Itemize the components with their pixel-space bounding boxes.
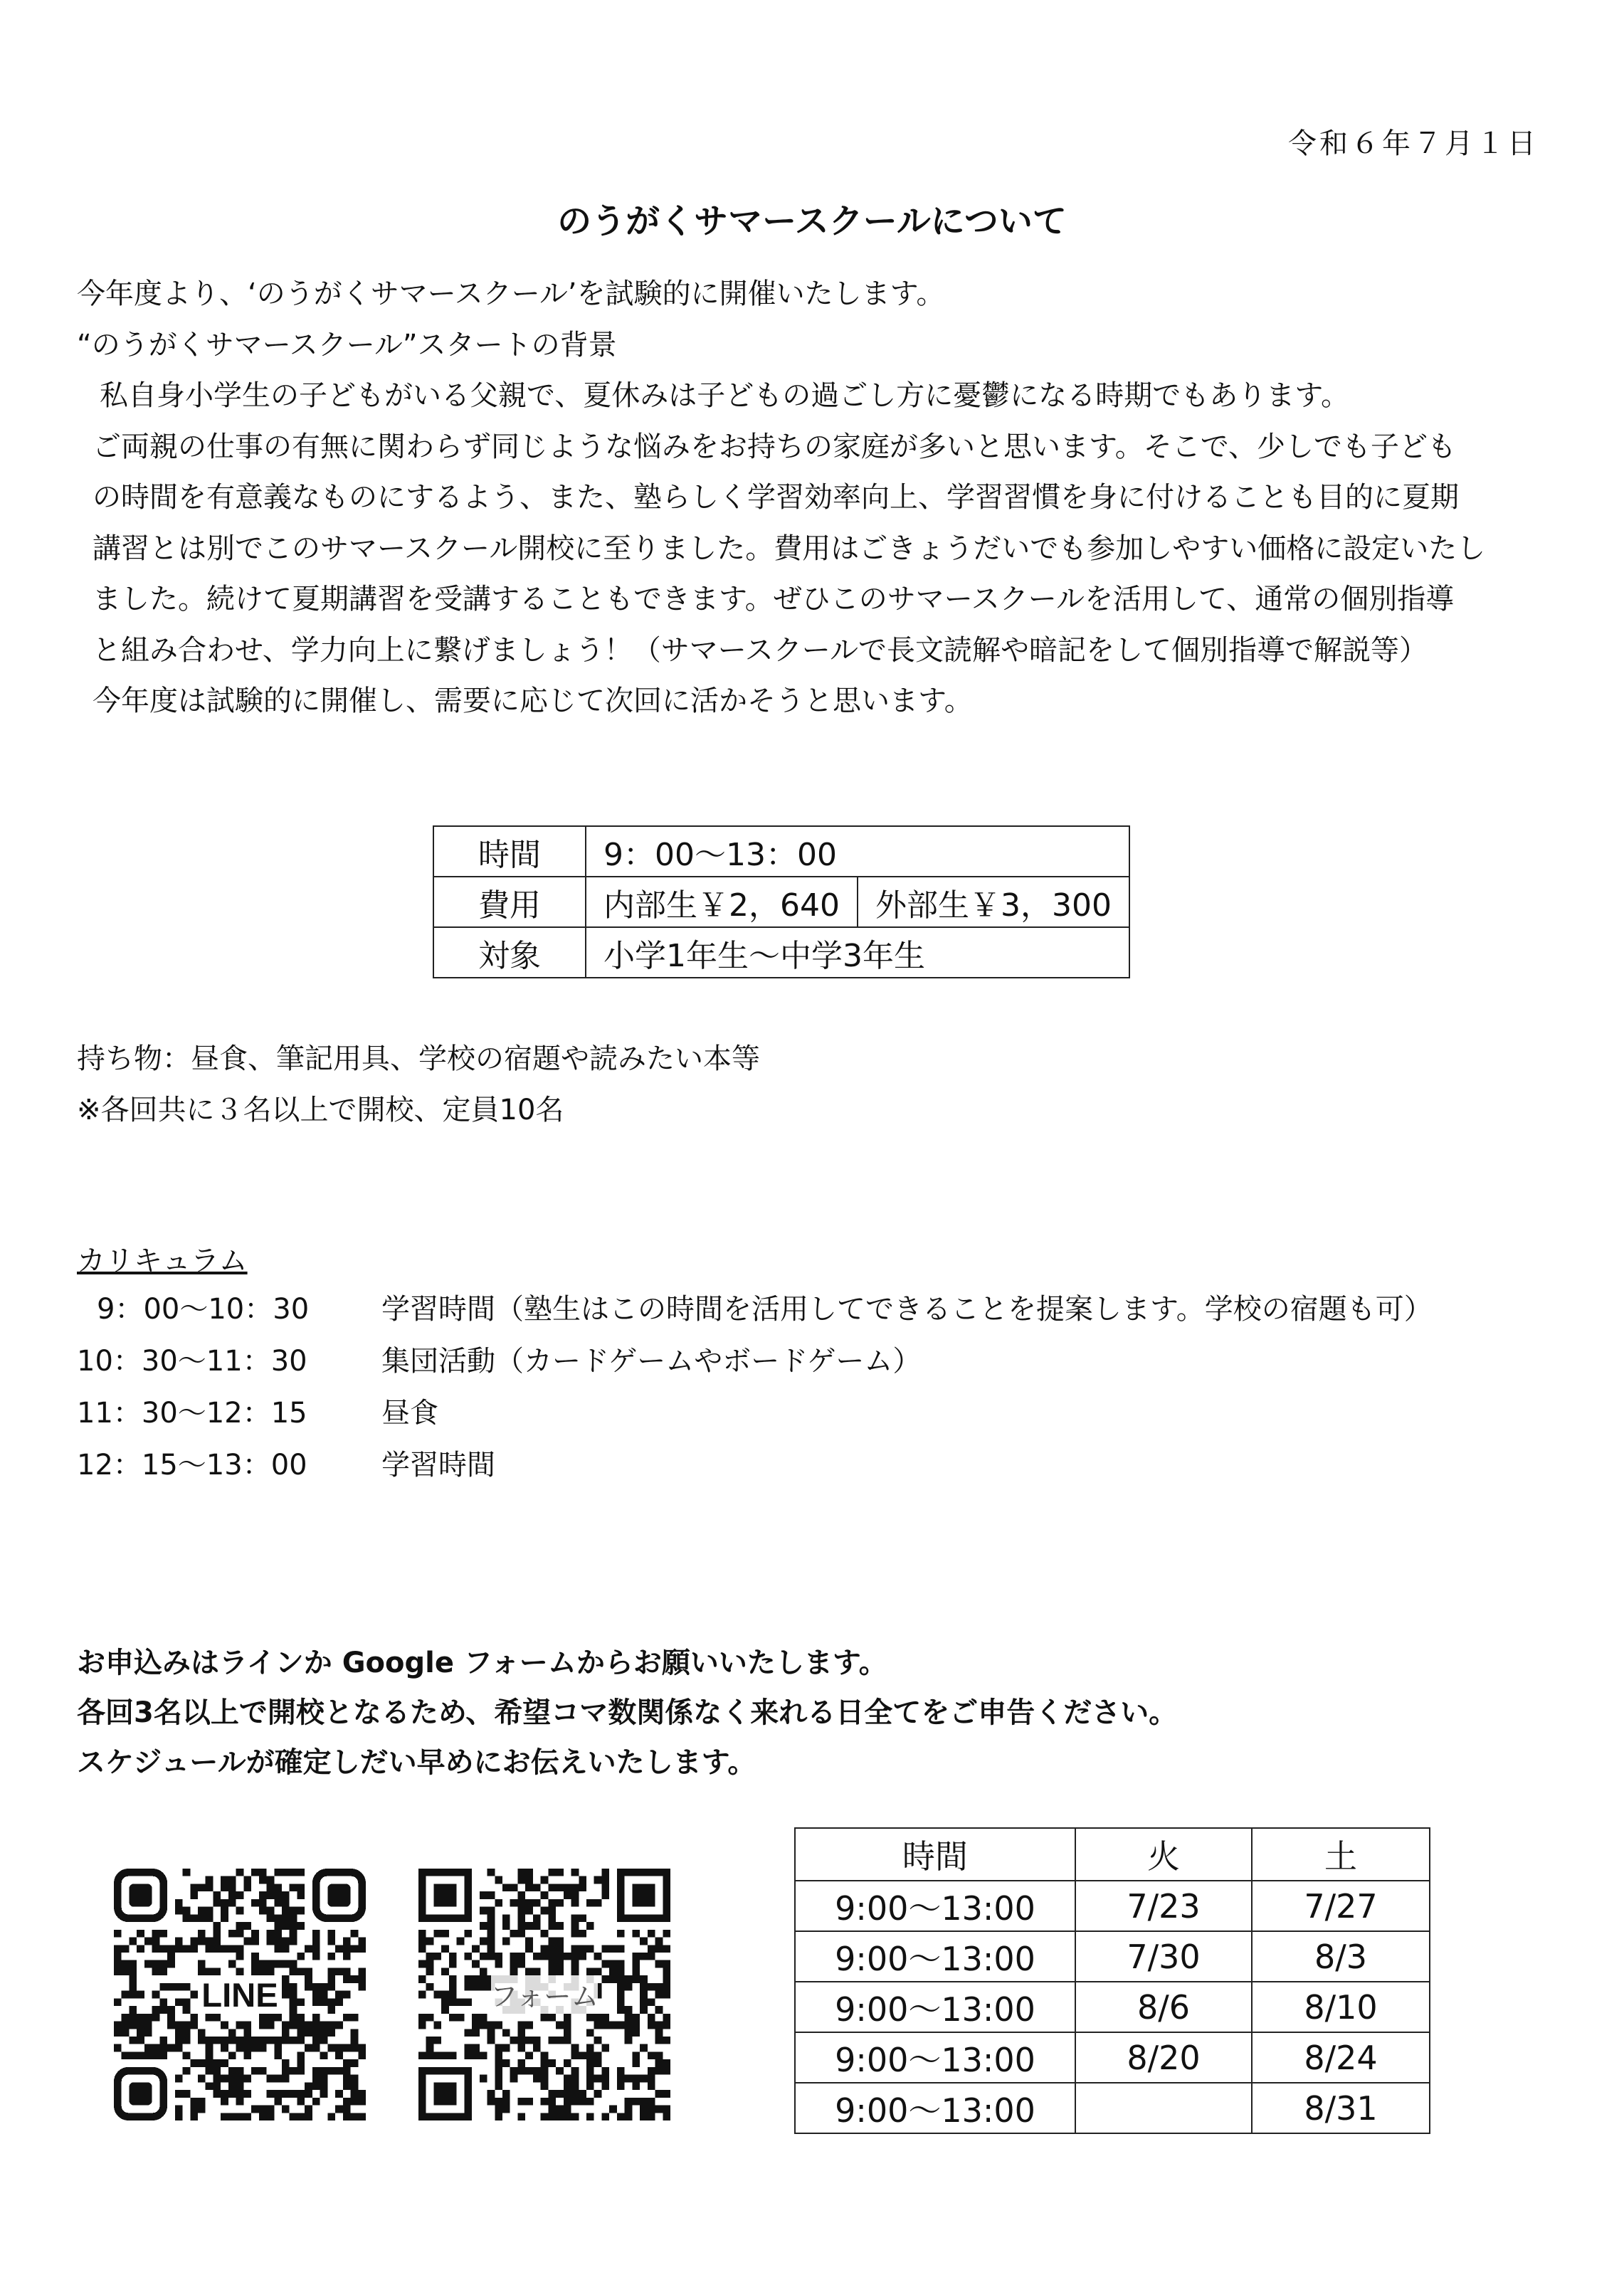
curriculum-activity: 学習時間（塾生はこの時間を活用してできることを提案します。学校の宿題も可） (381, 1293, 1433, 1326)
belongings-section (77, 1033, 760, 1136)
schedule-table (794, 1827, 1430, 2134)
schedule-saturday: 8/24 (1252, 2032, 1430, 2083)
intro-line: と組み合わせ、学力向上に繋げましょう！（サマースクールで長文読解や暗記をして個別指導で解説等） (93, 633, 1428, 667)
schedule-time: 9:00～13:00 (795, 1881, 1075, 1931)
intro-line: 私自身小学生の子どもがいる父親で、夏休みは子どもの過ごし方に憂鬱になる時期でもあります。 (100, 379, 1349, 412)
curriculum-time: 11：30～12：15 (77, 1397, 307, 1430)
target-value: 小学1年生～中学3年生 (586, 927, 1129, 978)
curriculum-activity: 集団活動（カードゲームやボードゲーム） (381, 1345, 922, 1378)
curriculum-activity: 学習時間 (381, 1449, 495, 1481)
notice-line: 各回3名以上で開校となるため、希望コマ数関係なく来れる日全てをご申告ください。 (77, 1696, 1178, 1729)
schedule-tuesday: 8/20 (1075, 2032, 1252, 2083)
form-qr-label: フォーム (490, 1981, 599, 2014)
notice-line: スケジュールが確定しだい早めにお伝えいたします。 (77, 1746, 756, 1779)
belongings-items: 持ち物：昼食、筆記用具、学校の宿題や読みたい本等 (77, 1042, 760, 1075)
intro-line: 今年度は試験的に開催し、需要に応じて次回に活かそうと思います。 (93, 685, 973, 717)
curriculum-activity: 昼食 (381, 1397, 438, 1430)
intro-line: 講習とは別でこのサマースクール開校に至りました。費用はごきょうだいでも参加しやすい価格に設定いたし (93, 532, 1486, 565)
fee-external: 外部生￥3，300 (858, 877, 1129, 927)
table-row (795, 1931, 1430, 1982)
curriculum-list (77, 1281, 1433, 1489)
schedule-time: 9:00～13:00 (795, 1982, 1075, 2032)
schedule-saturday: 7/27 (1252, 1881, 1430, 1931)
curriculum-row (77, 1437, 1433, 1489)
schedule-saturday: 8/3 (1252, 1931, 1430, 1982)
intro-line: 今年度より、‘のうがくサマースクール’を試験的に開催いたします。 (77, 278, 945, 310)
table-row (795, 1982, 1430, 2032)
fee-label: 費用 (433, 877, 586, 927)
intro-line: ました。続けて夏期講習を受講することもできます。ぜひこのサマースクールを活用して、通常の個別指導 (93, 583, 1455, 616)
time-value: 9：00～13：00 (586, 826, 1129, 877)
document-date: 令和６年７月１日 (1288, 127, 1539, 160)
schedule-header-row (795, 1828, 1430, 1881)
schedule-header: 火 (1075, 1828, 1252, 1881)
info-table (433, 825, 1130, 978)
curriculum-row (77, 1281, 1433, 1333)
application-notice (77, 1638, 1177, 1787)
schedule-tuesday (1075, 2083, 1252, 2133)
curriculum-row (77, 1333, 1433, 1385)
fee-internal: 内部生￥2，640 (586, 877, 858, 927)
time-label: 時間 (433, 826, 586, 877)
schedule-saturday: 8/10 (1252, 1982, 1430, 2032)
intro-line: の時間を有意義なものにするよう、また、塾らしく学習効率向上、学習習慣を身に付けることも目的に夏期 (93, 481, 1459, 514)
table-row (795, 2083, 1430, 2133)
target-label: 対象 (433, 927, 586, 978)
schedule-header: 土 (1252, 1828, 1430, 1881)
intro-line: “のうがくサマースクール”スタートの背景 (77, 328, 617, 361)
schedule-time: 9:00～13:00 (795, 1931, 1075, 1982)
schedule-saturday: 8/31 (1252, 2083, 1430, 2133)
table-row (795, 2032, 1430, 2083)
table-row (795, 1881, 1430, 1931)
form-qr-code[interactable] (418, 1869, 670, 2120)
curriculum-time: 12：15～13：00 (77, 1449, 307, 1481)
line-qr-label: LINE (201, 1977, 278, 2015)
curriculum-row (77, 1385, 1433, 1437)
line-qr-code[interactable] (114, 1869, 366, 2120)
schedule-time: 9:00～13:00 (795, 2032, 1075, 2083)
page-title: のうがくサマースクールについて (557, 201, 1067, 241)
table-row (433, 826, 1129, 877)
curriculum-title: カリキュラム (77, 1245, 248, 1277)
form-qr-icon (418, 1869, 670, 2120)
capacity-note: ※各回共に３名以上で開校、定員10名 (77, 1094, 564, 1126)
intro-paragraph (77, 269, 1557, 727)
notice-line: お申込みはラインか Google フォームからお願いいたします。 (77, 1647, 887, 1679)
table-row (433, 927, 1129, 978)
intro-line: ご両親の仕事の有無に関わらず同じような悩みをお持ちの家庭が多いと思います。そこで、少しでも子ども (93, 430, 1456, 463)
schedule-tuesday: 7/23 (1075, 1881, 1252, 1931)
schedule-header: 時間 (795, 1828, 1075, 1881)
schedule-tuesday: 7/30 (1075, 1931, 1252, 1982)
curriculum-time: 10：30～11：30 (77, 1345, 307, 1378)
table-row (433, 877, 1129, 927)
schedule-tuesday: 8/6 (1075, 1982, 1252, 2032)
curriculum-time: 9：00～10：30 (97, 1293, 310, 1326)
line-qr-icon (114, 1869, 366, 2120)
schedule-time: 9:00～13:00 (795, 2083, 1075, 2133)
